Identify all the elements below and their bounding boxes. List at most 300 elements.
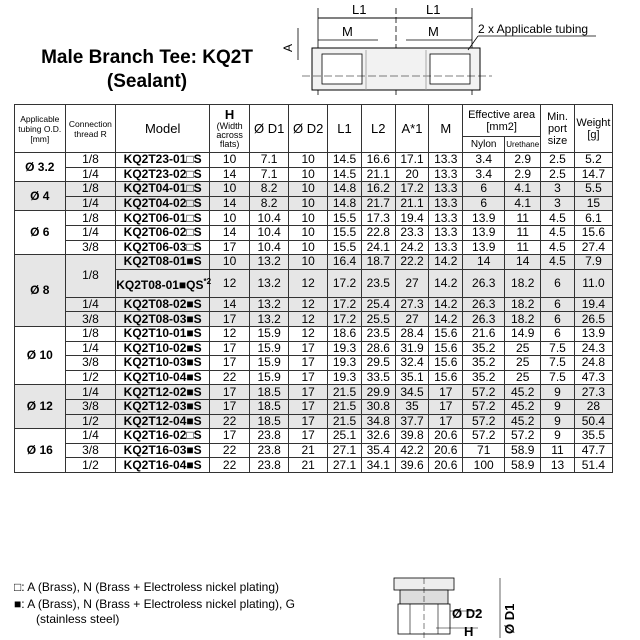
cell-a: 22.2 [395,255,429,270]
cell-m: 15.6 [429,370,463,385]
cell-a: 21.1 [395,196,429,211]
title-line-1: Male Branch Tee: KQ2T [41,47,253,68]
cell-model [116,341,210,356]
cell-l1: 15.5 [328,225,362,240]
cell-l2: 18.7 [361,255,395,270]
model-text: KQ2T16-02□S [123,428,202,443]
cell-d1: 10.4 [250,211,289,226]
model-text: KQ2T23-02□S [123,166,202,181]
cell-thread: 3/8 [65,240,116,255]
top-dimension-diagram [282,0,612,100]
cell-h: 10 [210,153,250,168]
cell-weight: 15.6 [574,225,612,240]
cell-minport: 6 [541,297,575,312]
cell-minport: 11 [541,443,575,458]
cell-l2: 29.5 [361,356,395,371]
cell-model [116,211,210,226]
cell-d1: 23.8 [250,443,289,458]
cell-m: 17 [429,399,463,414]
header-h [210,105,250,153]
model-text: KQ2T10-04■S [123,370,202,385]
cell-weight: 6.1 [574,211,612,226]
cell-urethane: 2.9 [505,167,541,182]
cell-nylon: 6 [463,182,505,197]
cell-a: 39.8 [395,429,429,444]
cell-weight: 50.4 [574,414,612,429]
cell-a: 17.2 [395,182,429,197]
cell-thread: 1/4 [65,341,116,356]
cell-model [116,297,210,312]
page-title [22,46,272,94]
cell-l1: 19.3 [328,356,362,371]
cell-minport: 9 [541,399,575,414]
cell-m: 14.2 [429,269,463,297]
table-row [15,211,613,226]
cell-model [116,385,210,400]
m-right-label: M [428,24,439,39]
cell-thread: 3/8 [65,443,116,458]
cell-weight: 35.5 [574,429,612,444]
model-text: KQ2T08-01■S [123,254,202,269]
cell-urethane: 14 [505,255,541,270]
cell-weight: 7.9 [574,255,612,270]
table-row [15,385,613,400]
cell-l1: 17.2 [328,269,362,297]
cell-h: 22 [210,443,250,458]
table-row [15,356,613,371]
cell-a: 20 [395,167,429,182]
header-h-label: H [224,106,235,122]
cell-tubing: Ø 12 [15,385,66,429]
model-text: KQ2T06-02□S [123,225,202,240]
cell-l1: 21.5 [328,414,362,429]
cell-thread: 3/8 [65,399,116,414]
header-model: Model [116,105,210,153]
model-text: KQ2T12-03■S [123,399,202,414]
cell-h: 14 [210,167,250,182]
cell-d2: 10 [289,182,328,197]
cell-h: 10 [210,182,250,197]
cell-m: 13.3 [429,182,463,197]
cell-d2: 17 [289,429,328,444]
cell-nylon: 13.9 [463,225,505,240]
cell-l2: 28.6 [361,341,395,356]
cell-weight: 28 [574,399,612,414]
cell-d2: 10 [289,225,328,240]
cell-weight: 27.3 [574,385,612,400]
header-a: A*1 [395,105,429,153]
header-l2: L2 [361,105,395,153]
cell-d2: 17 [289,399,328,414]
cell-h: 14 [210,225,250,240]
table-row [15,240,613,255]
cell-minport: 6 [541,312,575,327]
cell-minport: 9 [541,385,575,400]
cell-urethane: 11 [505,211,541,226]
cell-thread: 1/8 [65,182,116,197]
cell-m: 17 [429,414,463,429]
cell-minport: 3 [541,196,575,211]
cell-d1: 13.2 [250,297,289,312]
cell-nylon: 100 [463,458,505,473]
table-row [15,312,613,327]
cell-d1: 15.9 [250,356,289,371]
cell-m: 13.3 [429,153,463,168]
cell-a: 19.4 [395,211,429,226]
cell-l2: 25.4 [361,297,395,312]
cell-urethane: 2.9 [505,153,541,168]
cell-minport: 2.5 [541,167,575,182]
model-text: KQ2T16-04■S [123,457,202,472]
cell-l1: 14.8 [328,196,362,211]
cell-thread: 1/8 [65,211,116,226]
cell-nylon: 26.3 [463,269,505,297]
cell-urethane: 45.2 [505,385,541,400]
cell-thread: 1/4 [65,385,116,400]
cell-l2: 23.5 [361,269,395,297]
cell-urethane: 57.2 [505,429,541,444]
cell-l2: 16.2 [361,182,395,197]
cell-urethane: 25 [505,370,541,385]
cell-l1: 18.6 [328,326,362,341]
cell-a: 23.3 [395,225,429,240]
cell-d2: 17 [289,385,328,400]
note-solid-square: ■: A (Brass), N (Brass + Electroless nickel plating), G [14,597,296,611]
cell-a: 24.2 [395,240,429,255]
cell-model [116,225,210,240]
table-row [15,167,613,182]
cell-minport: 4.5 [541,255,575,270]
cell-weight: 24.8 [574,356,612,371]
cell-l2: 33.5 [361,370,395,385]
cell-d1: 10.4 [250,240,289,255]
header-d2: Ø D2 [289,105,328,153]
tubing-note: 2 x Applicable tubing [478,22,589,36]
cell-weight: 47.3 [574,370,612,385]
table-row [15,429,613,444]
cell-l2: 30.8 [361,399,395,414]
cell-d1: 8.2 [250,196,289,211]
cell-weight: 27.4 [574,240,612,255]
cell-l2: 34.1 [361,458,395,473]
cell-urethane: 58.9 [505,458,541,473]
cell-model [116,414,210,429]
cell-d1: 8.2 [250,182,289,197]
cell-minport: 2.5 [541,153,575,168]
cell-a: 42.2 [395,443,429,458]
cell-d2: 12 [289,312,328,327]
cell-l2: 17.3 [361,211,395,226]
cell-weight: 13.9 [574,326,612,341]
cell-urethane: 58.9 [505,443,541,458]
model-text: KQ2T04-01□S [123,181,202,196]
cell-h: 17 [210,341,250,356]
cell-m: 13.3 [429,167,463,182]
cell-l1: 14.5 [328,153,362,168]
cell-urethane: 4.1 [505,196,541,211]
cell-weight: 19.4 [574,297,612,312]
table-row [15,458,613,473]
cell-tubing: Ø 10 [15,326,66,384]
cell-minport: 4.5 [541,240,575,255]
model-text: KQ2T08-01■QS [116,277,204,292]
cell-nylon: 6 [463,196,505,211]
cell-minport: 6 [541,326,575,341]
cell-d2: 12 [289,297,328,312]
cell-d2: 10 [289,240,328,255]
cell-model [116,458,210,473]
note-solid-square-cont: (stainless steel) [36,612,120,626]
cell-l1: 25.1 [328,429,362,444]
cell-h: 22 [210,370,250,385]
cell-weight: 5.2 [574,153,612,168]
table-row [15,326,613,341]
model-text: KQ2T08-02■S [123,297,202,312]
bottom-dimension-diagram [380,578,520,640]
spec-table-body [15,153,613,473]
cell-thread: 1/4 [65,297,116,312]
table-row [15,297,613,312]
cell-l1: 19.3 [328,370,362,385]
header-nylon: Nylon [463,137,505,153]
cell-l2: 35.4 [361,443,395,458]
cell-nylon: 26.3 [463,297,505,312]
cell-d1: 7.1 [250,153,289,168]
cell-a: 27 [395,269,429,297]
cell-l1: 14.5 [328,167,362,182]
cell-model [116,429,210,444]
cell-l1: 27.1 [328,458,362,473]
cell-l2: 34.8 [361,414,395,429]
cell-d1: 15.9 [250,326,289,341]
cell-model [116,399,210,414]
cell-d1: 13.2 [250,312,289,327]
cell-weight: 24.3 [574,341,612,356]
cell-m: 20.6 [429,458,463,473]
header-l1: L1 [328,105,362,153]
cell-d1: 18.5 [250,399,289,414]
cell-d1: 10.4 [250,225,289,240]
cell-l2: 22.8 [361,225,395,240]
cell-weight: 15 [574,196,612,211]
cell-a: 27 [395,312,429,327]
cell-l1: 27.1 [328,443,362,458]
cell-a: 34.5 [395,385,429,400]
cell-thread: 1/8 [65,255,116,298]
model-text: KQ2T06-01□S [123,210,202,225]
cell-minport: 6 [541,269,575,297]
cell-tubing: Ø 6 [15,211,66,255]
cell-a: 35.1 [395,370,429,385]
cell-d2: 12 [289,326,328,341]
cell-thread: 1/2 [65,458,116,473]
cell-model [116,196,210,211]
cell-l1: 17.2 [328,297,362,312]
cell-urethane: 4.1 [505,182,541,197]
a-label: A [281,43,295,52]
table-row [15,255,613,270]
cell-d1: 18.5 [250,414,289,429]
cell-l2: 21.7 [361,196,395,211]
cell-urethane: 25 [505,341,541,356]
cell-d1: 7.1 [250,167,289,182]
cell-nylon: 71 [463,443,505,458]
cell-a: 17.1 [395,153,429,168]
cell-minport: 9 [541,429,575,444]
d1-label: Ø D1 [502,603,517,634]
cell-weight: 26.5 [574,312,612,327]
cell-thread: 1/4 [65,225,116,240]
cell-d1: 13.2 [250,269,289,297]
cell-nylon: 35.2 [463,356,505,371]
table-row [15,196,613,211]
model-text: KQ2T06-03□S [123,239,202,254]
cell-d2: 17 [289,356,328,371]
m-left-label: M [342,24,353,39]
cell-minport: 7.5 [541,341,575,356]
cell-nylon: 3.4 [463,153,505,168]
cell-urethane: 18.2 [505,297,541,312]
header-min-port: Min. port size [541,105,575,153]
cell-l2: 24.1 [361,240,395,255]
cell-l2: 25.5 [361,312,395,327]
cell-m: 13.3 [429,211,463,226]
cell-urethane: 18.2 [505,269,541,297]
cell-m: 20.6 [429,443,463,458]
l1-left-label: L1 [352,2,367,17]
table-row [15,182,613,197]
cell-urethane: 45.2 [505,414,541,429]
cell-h: 14 [210,196,250,211]
model-text: KQ2T10-03■S [123,355,202,370]
cell-tubing: Ø 3.2 [15,153,66,182]
cell-d2: 12 [289,269,328,297]
cell-thread: 1/8 [65,326,116,341]
cell-h: 17 [210,312,250,327]
cell-h: 17 [210,385,250,400]
cell-thread: 3/8 [65,356,116,371]
cell-m: 14.2 [429,255,463,270]
cell-minport: 7.5 [541,356,575,371]
cell-nylon: 13.9 [463,211,505,226]
cell-m: 14.2 [429,312,463,327]
model-text: KQ2T12-04■S [123,413,202,428]
cell-urethane: 11 [505,225,541,240]
cell-h: 14 [210,297,250,312]
cell-nylon: 57.2 [463,385,505,400]
cell-l2: 23.5 [361,326,395,341]
cell-m: 20.6 [429,429,463,444]
cell-a: 31.9 [395,341,429,356]
cell-h: 17 [210,356,250,371]
cell-urethane: 11 [505,240,541,255]
cell-m: 13.3 [429,240,463,255]
model-text: KQ2T12-02■S [123,384,202,399]
cell-nylon: 35.2 [463,370,505,385]
header-effective-area: Effective area [mm2] [463,105,541,137]
cell-d2: 17 [289,341,328,356]
cell-model [116,356,210,371]
cell-m: 13.3 [429,225,463,240]
cell-h: 10 [210,255,250,270]
cell-model [116,255,210,270]
model-text: KQ2T23-01□S [123,152,202,167]
h-label: H [464,624,474,639]
cell-minport: 4.5 [541,211,575,226]
table-row [15,399,613,414]
cell-model [116,167,210,182]
cell-thread: 1/4 [65,196,116,211]
cell-l1: 15.5 [328,211,362,226]
table-row [15,341,613,356]
cell-l1: 21.5 [328,399,362,414]
model-text: KQ2T16-03■S [123,442,202,457]
cell-d2: 10 [289,196,328,211]
cell-h: 22 [210,414,250,429]
cell-h: 17 [210,399,250,414]
cell-thread: 1/8 [65,153,116,168]
table-row [15,370,613,385]
d2-label: Ø D2 [452,606,483,621]
model-text: KQ2T10-02■S [123,340,202,355]
cell-l1: 17.2 [328,312,362,327]
cell-nylon: 26.3 [463,312,505,327]
cell-urethane: 18.2 [505,312,541,327]
cell-a: 35 [395,399,429,414]
cell-a: 28.4 [395,326,429,341]
cell-tubing: Ø 4 [15,182,66,211]
cell-d2: 17 [289,370,328,385]
cell-m: 15.6 [429,356,463,371]
cell-urethane: 25 [505,356,541,371]
header-d1: Ø D1 [250,105,289,153]
cell-d1: 23.8 [250,458,289,473]
cell-d2: 21 [289,443,328,458]
cell-h: 12 [210,269,250,297]
cell-thread: 1/2 [65,414,116,429]
cell-a: 37.7 [395,414,429,429]
cell-d1: 13.2 [250,255,289,270]
cell-d1: 15.9 [250,370,289,385]
cell-nylon: 57.2 [463,429,505,444]
l1-right-label: L1 [426,2,441,17]
header-thread: Connection thread R [65,105,116,153]
header-h-sub: (Width across flats) [216,120,243,149]
cell-urethane: 14.9 [505,326,541,341]
cell-l2: 21.1 [361,167,395,182]
table-row [15,225,613,240]
cell-m: 13.3 [429,196,463,211]
cell-d2: 10 [289,255,328,270]
cell-l1: 15.5 [328,240,362,255]
cell-m: 14.2 [429,297,463,312]
cell-nylon: 57.2 [463,414,505,429]
cell-thread: 1/4 [65,167,116,182]
cell-d1: 18.5 [250,385,289,400]
cell-minport: 3 [541,182,575,197]
model-footnote: *2 [203,276,212,286]
header-tubing: Applicable tubing O.D. [mm] [15,105,66,153]
cell-m: 17 [429,385,463,400]
table-row [15,443,613,458]
cell-h: 17 [210,240,250,255]
model-text: KQ2T08-03■S [123,311,202,326]
cell-model [116,326,210,341]
spec-table [14,104,613,473]
cell-nylon: 57.2 [463,399,505,414]
cell-d2: 10 [289,211,328,226]
cell-minport: 13 [541,458,575,473]
